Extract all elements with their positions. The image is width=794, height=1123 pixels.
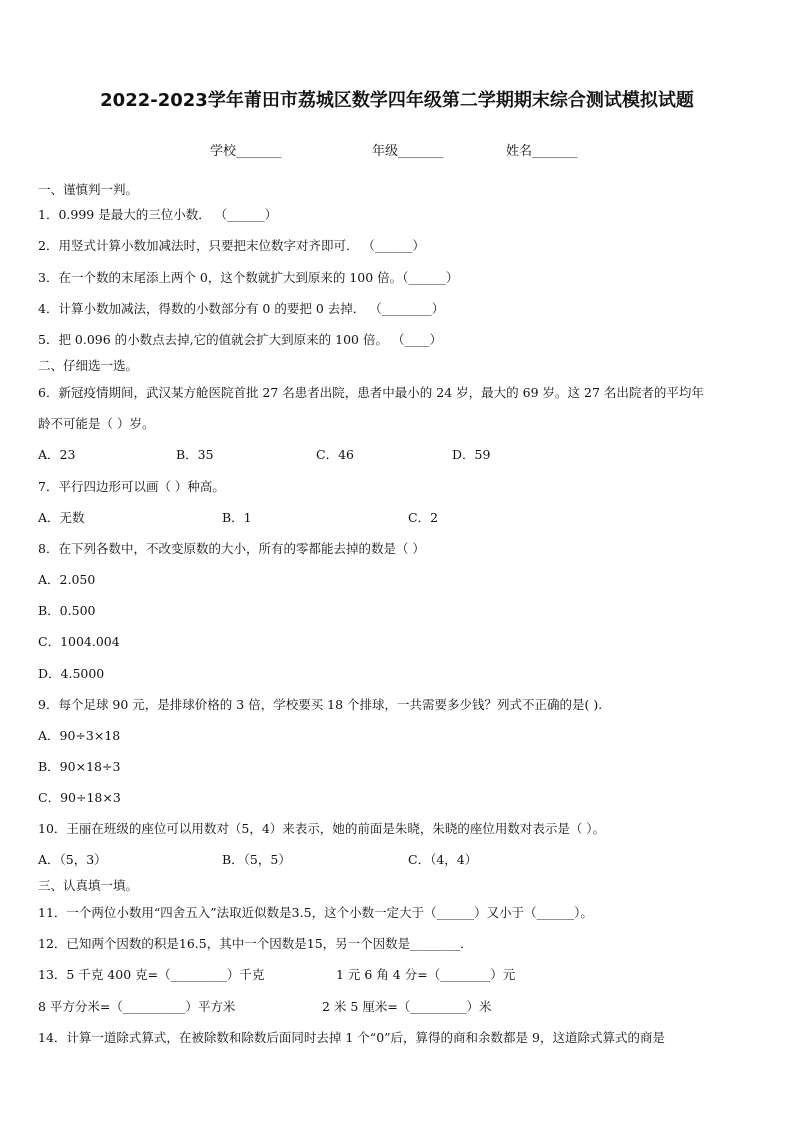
q6-option-b: B．35 — [176, 447, 214, 462]
q7-option-b: B．1 — [222, 510, 252, 525]
question-9: 9．每个足球 90 元，是排球价格的 3 倍，学校要买 18 个排球，一共需要多少钱？列式不正确的是( ). — [38, 697, 603, 712]
name-field: 姓名_______ — [506, 144, 578, 159]
question-13-part-1: 13．5 千克 400 克=（_________）千克 — [38, 967, 265, 982]
q9-option-a: A．90÷3×18 — [38, 728, 121, 743]
exam-title: 2022-2023学年莆田市荔城区数学四年级第二学期期末综合测试模拟试题 — [100, 90, 694, 111]
question-3: 3．在一个数的末尾添上两个 0，这个数就扩大到原来的 100 倍。（______） — [38, 270, 459, 285]
section-2-heading: 二、仔细选一选。 — [38, 358, 139, 373]
section-3-heading: 三、认真填一填。 — [38, 878, 139, 893]
q9-option-b: B．90×18÷3 — [38, 759, 121, 774]
question-11: 11．一个两位小数用“四舍五入”法取近似数是3.5，这个小数一定大于（______）又小于（______）。 — [38, 905, 593, 920]
question-13-part-3: 8 平方分米=（__________）平方米 — [38, 999, 236, 1014]
q10-option-a: A．（5，3） — [38, 852, 107, 867]
q9-option-c: C．90÷18×3 — [38, 790, 121, 805]
question-5: 5．把 0.096 的小数点去掉,它的值就会扩大到原来的 100 倍。 （____） — [38, 332, 442, 347]
question-12: 12．已知两个因数的积是16.5，其中一个因数是15，另一个因数是________． — [38, 936, 473, 951]
question-4: 4．计算小数加减法，得数的小数部分有 0 的要把 0 去掉． （________） — [38, 301, 445, 316]
question-13-part-2: 1 元 6 角 4 分=（________）元 — [336, 967, 516, 982]
q8-option-b: B．0.500 — [38, 603, 96, 618]
question-1: 1．0.999 是最大的三位小数． （______） — [38, 207, 278, 222]
q7-option-c: C．2 — [408, 510, 439, 525]
q10-option-c: C．（4，4） — [408, 852, 478, 867]
q7-option-a: A．无数 — [38, 510, 85, 525]
q8-option-a: A．2.050 — [38, 572, 96, 587]
section-1-heading: 一、谨慎判一判。 — [38, 182, 139, 197]
grade-field: 年级_______ — [372, 144, 444, 159]
question-6-line-2: 龄不可能是（ ）岁。 — [38, 416, 155, 431]
q6-option-d: D．59 — [452, 447, 491, 462]
question-13-part-4: 2 米 5 厘米=（_________）米 — [322, 999, 492, 1014]
question-8: 8．在下列各数中，不改变原数的大小，所有的零都能去掉的数是（ ） — [38, 541, 425, 556]
q6-option-c: C．46 — [316, 447, 354, 462]
q6-option-a: A．23 — [38, 447, 76, 462]
question-7: 7．平行四边形可以画（ ）种高。 — [38, 479, 225, 494]
question-10: 10．王丽在班级的座位可以用数对（5，4）来表示，她的前面是朱晓，朱晓的座位用数对表示是（ ）。 — [38, 821, 606, 836]
question-14: 14．计算一道除式算式，在被除数和除数后面同时去掉 1 个“0”后，算得的商和余数都是 9，这道除式算式的商是 — [38, 1030, 665, 1045]
question-6-line-1: 6．新冠疫情期间，武汉某方舱医院首批 27 名患者出院，患者中最小的 24 岁，最大的 69 岁。这 27 名出院者的平均年 — [38, 385, 704, 400]
school-field: 学校_______ — [210, 144, 282, 159]
q8-option-d: D．4.5000 — [38, 666, 105, 681]
q10-option-b: B．（5，5） — [222, 852, 291, 867]
question-2: 2．用竖式计算小数加减法时，只要把末位数字对齐即可． （______） — [38, 238, 425, 253]
q8-option-c: C．1004.004 — [38, 634, 120, 649]
